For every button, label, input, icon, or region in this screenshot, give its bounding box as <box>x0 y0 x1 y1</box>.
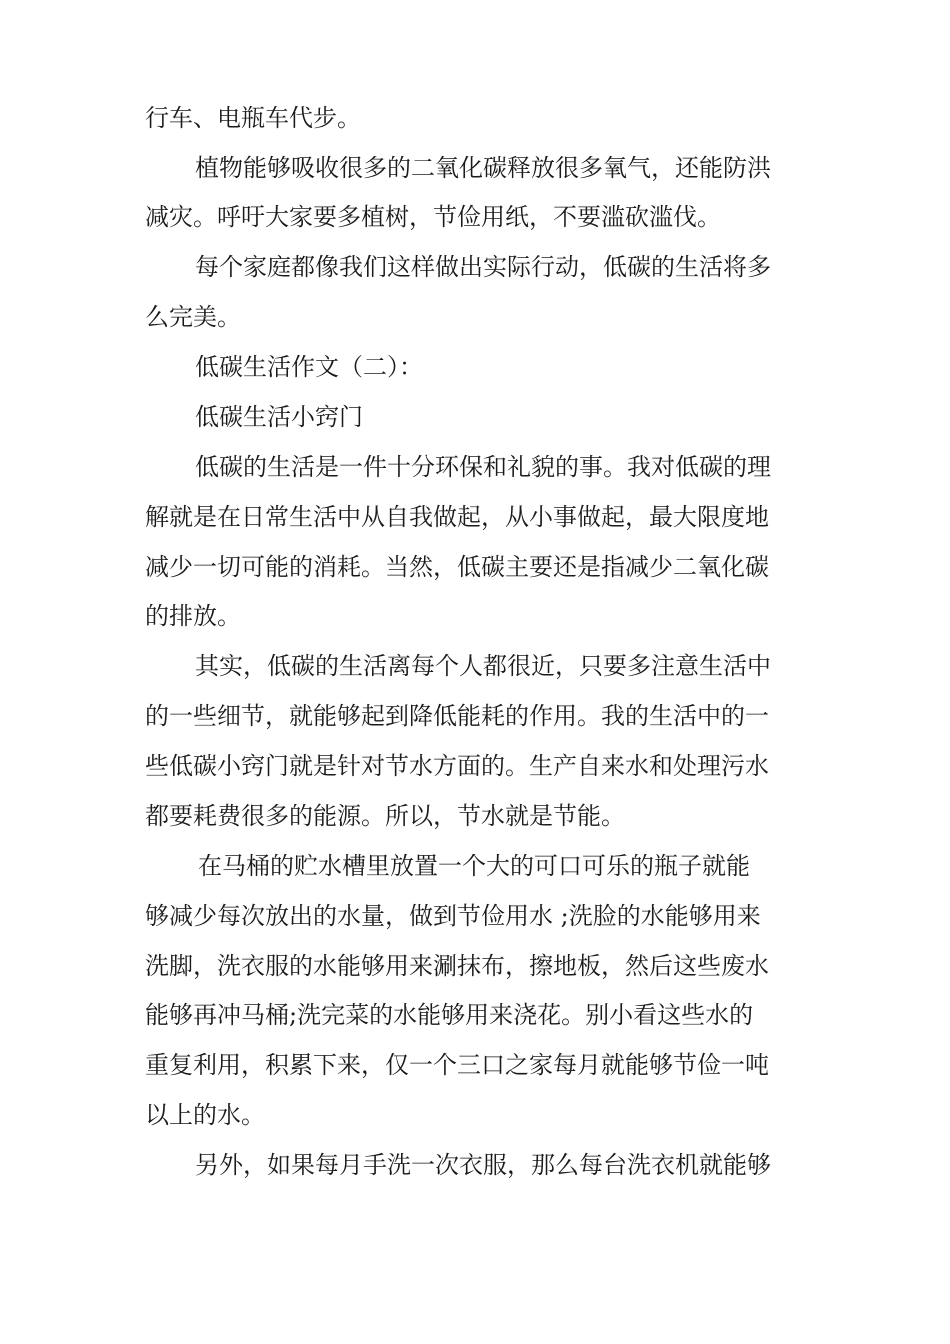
text-line: 植物能够吸收很多的二氧化碳释放很多氧气，还能防洪 <box>195 154 771 182</box>
text-line: 重复利用，积累下来，仅一个三口之家每月就能够节俭一吨 <box>145 1051 769 1079</box>
text-line: 么完美。 <box>145 303 241 331</box>
text-line: 能够再冲马桶;洗完菜的水能够用来浇花。别小看这些水的 <box>145 1001 754 1029</box>
text-line: 其实，低碳的生活离每个人都很近，只要多注意生活中 <box>195 652 771 680</box>
text-line: 的排放。 <box>145 602 241 630</box>
text-line: 在马桶的贮水槽里放置一个大的可口可乐的瓶子就能 <box>198 852 750 880</box>
section-heading: 低碳生活作文（二）： <box>195 353 423 381</box>
text-line: 洗脚，洗衣服的水能够用来涮抹布，擦地板，然后这些废水 <box>145 952 769 980</box>
text-line: 解就是在日常生活中从自我做起，从小事做起，最大限度地 <box>145 503 769 531</box>
text-line: 够减少每次放出的水量，做到节俭用水 ;洗脸的水能够用来 <box>145 902 761 930</box>
text-line: 减灾。呼吁大家要多植树，节俭用纸，不要滥砍滥伐。 <box>145 203 721 231</box>
text-line: 另外，如果每月手洗一次衣服，那么每台洗衣机就能够 <box>195 1151 771 1179</box>
text-line: 都要耗费很多的能源。所以，节水就是节能。 <box>145 802 625 830</box>
text-line: 低碳的生活是一件十分环保和礼貌的事。我对低碳的理 <box>195 453 771 481</box>
article-title: 低碳生活小窍门 <box>195 403 363 431</box>
text-line: 每个家庭都像我们这样做出实际行动，低碳的生活将多 <box>195 253 771 281</box>
text-line: 行车、电瓶车代步。 <box>145 104 361 132</box>
text-line: 减少一切可能的消耗。当然，低碳主要还是指减少二氧化碳 <box>145 553 769 581</box>
text-line: 些低碳小窍门就是针对节水方面的。生产自来水和处理污水 <box>145 752 769 780</box>
text-line: 的一些细节，就能够起到降低能耗的作用。我的生活中的一 <box>145 702 769 730</box>
text-line: 以上的水。 <box>145 1101 265 1129</box>
